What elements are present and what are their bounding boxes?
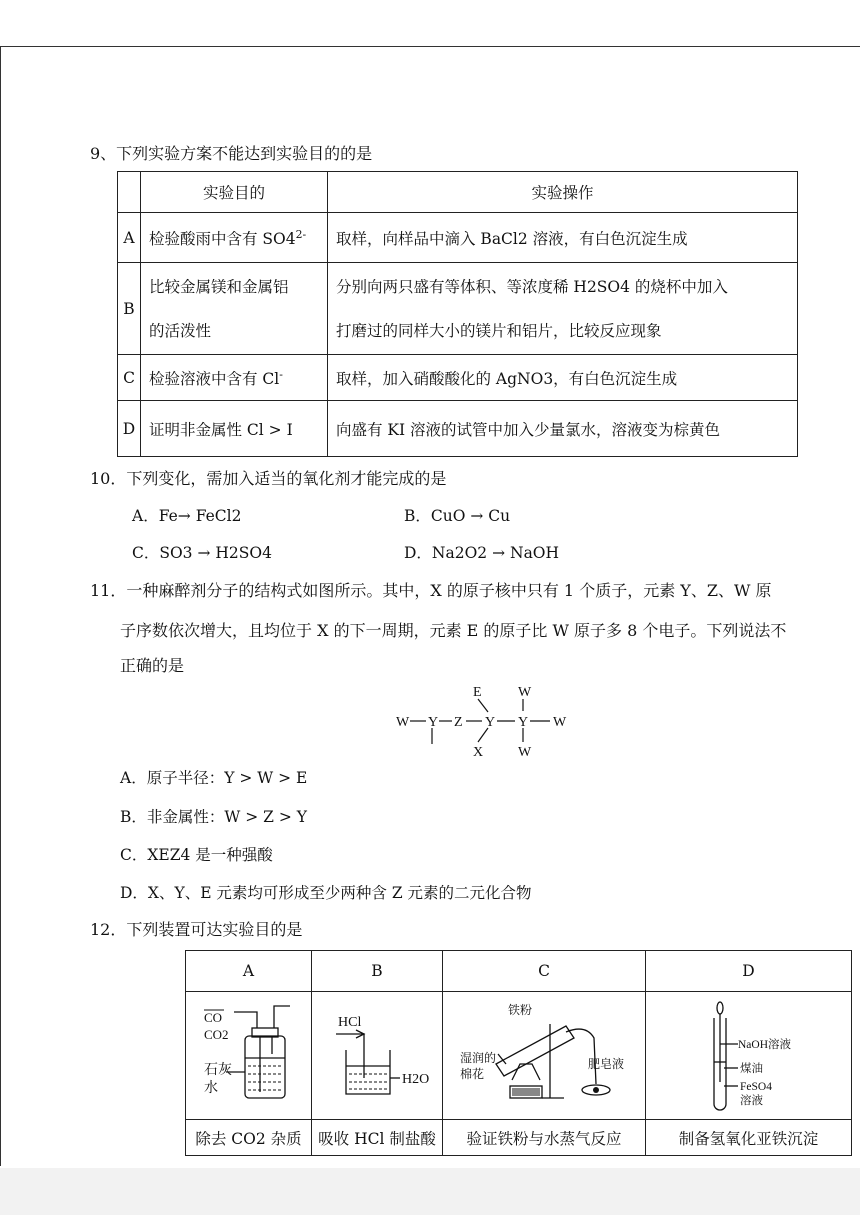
svg-text:FeSO4: FeSO4	[739, 1080, 772, 1093]
svg-text:煤油: 煤油	[739, 1062, 763, 1075]
q10-option-c: C．SO3 → H2SO4	[132, 544, 272, 562]
table-row	[118, 355, 798, 401]
svg-text:湿润的: 湿润的	[460, 1050, 497, 1065]
atom-w-label: W	[396, 715, 410, 730]
gas-washing-bottle-figure	[190, 994, 308, 1114]
atom-w-label: W	[518, 745, 532, 760]
atom-w-label: W	[553, 715, 567, 730]
header-c: C	[443, 951, 646, 992]
q11-option-d: D．X、Y、E 元素均可形成至少两种含 Z 元素的二元化合物	[120, 884, 532, 902]
caption-row	[186, 1120, 852, 1156]
q11-option-c: C．XEZ4 是一种强酸	[120, 846, 273, 864]
atom-e-label: E	[473, 685, 482, 700]
figure-a	[186, 992, 312, 1120]
caption-c: 验证铁粉与水蒸气反应	[443, 1120, 646, 1156]
row-letter: B	[118, 263, 141, 355]
table-header-row	[186, 951, 852, 992]
figure-c	[443, 992, 646, 1120]
q11-option-a: A．原子半径：Y > W > E	[120, 769, 308, 787]
q12-table	[185, 950, 852, 1156]
q9-stem: 9、下列实验方案不能达到实验目的的是	[90, 144, 373, 163]
svg-text:肥皂液: 肥皂液	[588, 1056, 625, 1071]
q11-option-b: B．非金属性：W > Z > Y	[120, 808, 308, 826]
header-operation: 实验操作	[328, 172, 798, 213]
svg-text:CO2: CO2	[203, 1026, 229, 1042]
atom-w-label: W	[518, 685, 532, 700]
q10-option-a: A．Fe→ FeCl2	[132, 507, 242, 525]
q10-option-b: B．CuO → Cu	[404, 507, 511, 525]
molecule-structure-diagram	[390, 682, 580, 762]
atom-z-label: Z	[454, 715, 463, 730]
row-operation: 取样，向样品中滴入 BaCl2 溶液，有白色沉淀生成	[328, 213, 798, 263]
q12-stem: 12．下列装置可达实验目的是	[90, 920, 303, 939]
row-goal: 证明非金属性 Cl > I	[141, 401, 328, 457]
row-letter: C	[118, 355, 141, 401]
figure-d	[646, 992, 852, 1120]
atom-y-label: Y	[518, 715, 529, 730]
svg-text:HCl: HCl	[338, 1014, 362, 1030]
row-letter: D	[118, 401, 141, 457]
ferrous-hydroxide-tube-figure	[654, 994, 844, 1114]
table-row	[118, 401, 798, 457]
svg-text:铁粉: 铁粉	[508, 1002, 533, 1017]
figure-b	[312, 992, 443, 1120]
header-a: A	[186, 951, 312, 992]
q11-stem-line2: 子序数依次增大，且均位于 X 的下一周期，元素 E 的原子比 W 原子多 8 个电子。下列说法不	[120, 621, 787, 640]
svg-text:H2O: H2O	[402, 1071, 430, 1087]
table-header-row	[118, 172, 798, 213]
table-row	[118, 263, 798, 355]
row-operation: 向盛有 KI 溶液的试管中加入少量氯水，溶液变为棕黄色	[328, 401, 798, 457]
row-goal: 比较金属镁和金属铝 的活泼性	[141, 263, 328, 355]
figure-row	[186, 992, 852, 1120]
hcl-absorption-figure	[316, 994, 438, 1114]
caption-a: 除去 CO2 杂质	[186, 1120, 312, 1156]
q10-stem: 10．下列变化，需加入适当的氧化剂才能完成的是	[90, 469, 447, 488]
svg-text:棉花: 棉花	[460, 1066, 485, 1081]
table-row	[118, 213, 798, 263]
svg-text:石灰: 石灰	[203, 1062, 232, 1078]
page-border-left	[0, 46, 1, 1166]
svg-text:水: 水	[203, 1080, 218, 1096]
header-b: B	[312, 951, 443, 992]
iron-steam-apparatus-figure	[446, 994, 642, 1114]
svg-text:CO: CO	[203, 1009, 222, 1025]
row-goal: 检验溶液中含有 Cl-	[141, 355, 328, 401]
atom-y-label: Y	[428, 715, 439, 730]
caption-d: 制备氢氧化亚铁沉淀	[646, 1120, 852, 1156]
header-goal: 实验目的	[141, 172, 328, 213]
row-goal: 检验酸雨中含有 $SO4^{2-}$	[141, 213, 328, 263]
page-bottom-margin	[0, 1168, 860, 1215]
atom-x-label: X	[473, 745, 484, 760]
q11-stem-line1: 11．一种麻醉剂分子的结构式如图所示。其中，X 的原子核中只有 1 个质子，元素 Y、Z、W 原	[90, 581, 772, 600]
caption-b: 吸收 HCl 制盐酸	[312, 1120, 443, 1156]
q10-option-d: D．Na2O2 → NaOH	[404, 544, 560, 562]
row-letter: A	[118, 213, 141, 263]
row-operation: 分别向两只盛有等体积、等浓度稀 H2SO4 的烧杯中加入 打磨过的同样大小的镁片和铝片，比较反应现象	[328, 263, 798, 355]
page-border-top	[0, 46, 860, 47]
q11-stem-line3: 正确的是	[120, 656, 185, 675]
row-operation: 取样，加入硝酸酸化的 AgNO3，有白色沉淀生成	[328, 355, 798, 401]
atom-y-label: Y	[485, 715, 496, 730]
svg-text:溶液: 溶液	[739, 1094, 763, 1107]
svg-text:NaOH溶液: NaOH溶液	[737, 1038, 791, 1051]
header-d: D	[646, 951, 852, 992]
q9-table	[117, 171, 798, 457]
